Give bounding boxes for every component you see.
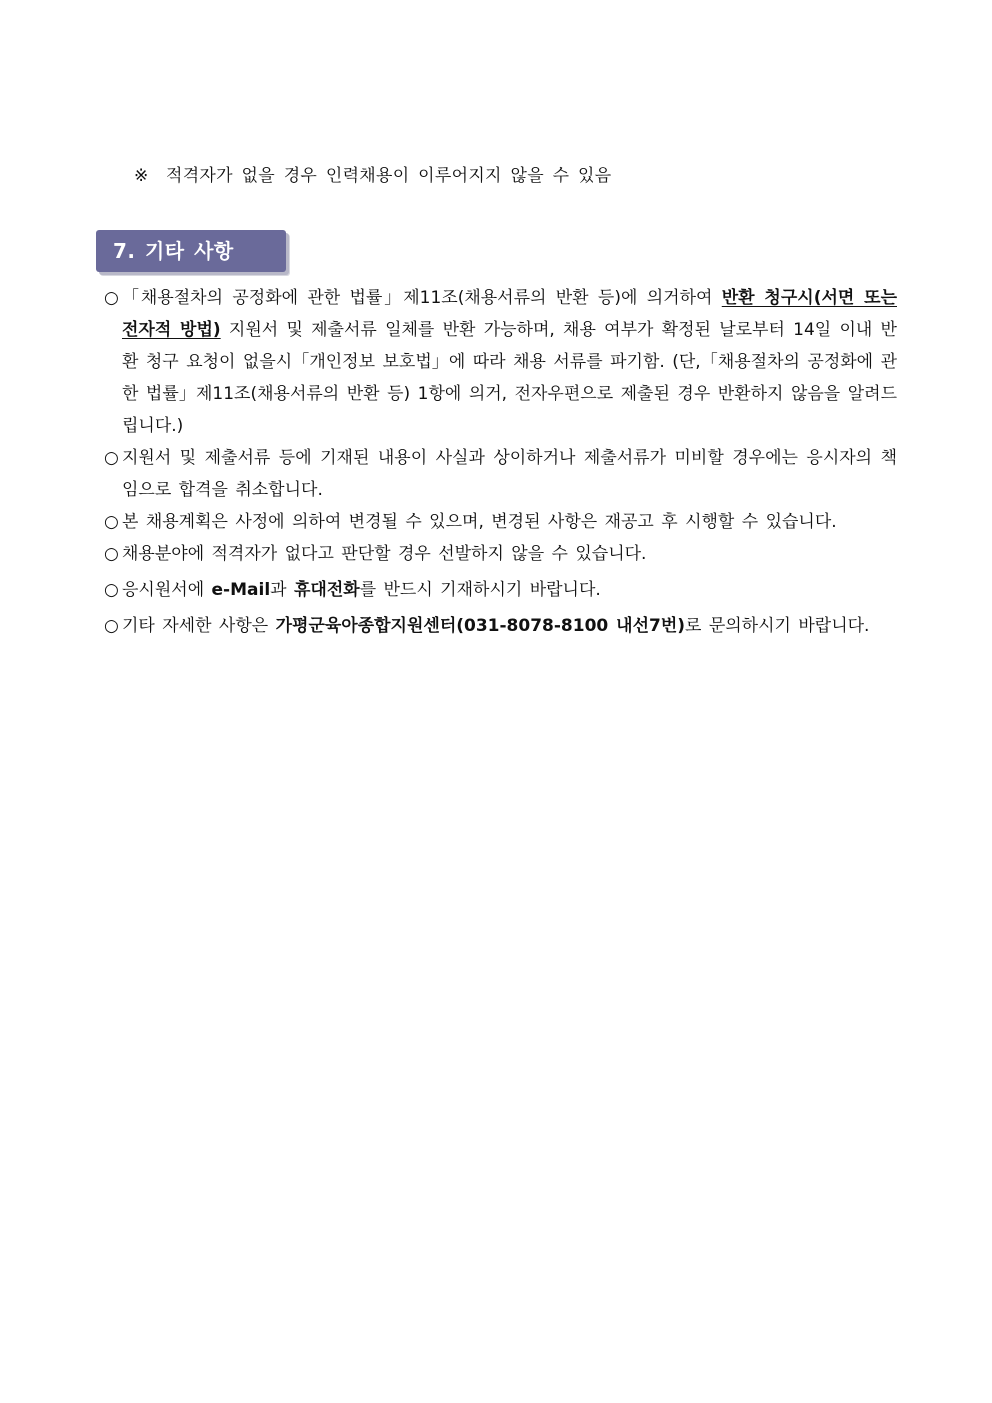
note-line [134,164,612,188]
list-item-plan-change [104,506,897,538]
item-emphasis: 가평군육아종합지원센터(031-8078-8100 내선7번) [275,616,686,636]
list-item-contact-info [104,574,897,606]
list-item-document-return [104,282,897,442]
circle-bullet: ○ [104,616,119,636]
notice-list [104,282,897,642]
circle-bullet: ○ [104,580,119,600]
item-text: 「채용절차의 공정화에 관한 법률」제11조(채용서류의 반환 등)에 의거하여 [122,288,722,308]
item-text: 지원서 및 제출서류 등에 기재된 내용이 사실과 상이하거나 제출서류가 미비할 경우에는 응시자의 책임으로 합격을 취소합니다. [122,448,897,500]
list-item-inquiry [104,610,897,642]
item-emphasis: 반환 청구시(서면 또는 전자적 방법) [122,288,897,340]
item-text: 채용분야에 적격자가 없다고 판단할 경우 선발하지 않을 수 있습니다. [122,544,647,564]
circle-bullet: ○ [104,448,119,468]
circle-bullet: ○ [104,512,119,532]
item-text: 지원서 및 제출서류 일체를 반환 가능하며, 채용 여부가 확정된 날로부터 14일 이내 반환 청구 요청이 없을시「개인정보 보호법」에 따라 채용 서류를 파기함. (단,「채용절차의 공정화에 관한 법률」제11조(채용서류의 반환 등) 1항에 의거, 전자우편으로 제출된 경우 반환하지 않음을 알려드립니다.) [122,320,897,436]
circle-bullet: ○ [104,544,119,564]
item-text: 로 문의하시기 바랍니다. [685,616,870,636]
item-text: 본 채용계획은 사정에 의하여 변경될 수 있으며, 변경된 사항은 재공고 후 시행할 수 있습니다. [122,512,837,532]
item-emphasis: e-Mail [211,580,271,600]
item-text: 응시원서에 [122,580,212,600]
item-text: 를 반드시 기재하시기 바랍니다. [359,580,601,600]
reference-mark: ※ [134,166,149,186]
section-title-text: 7. 기타 사항 [113,239,234,263]
item-emphasis: 휴대전화 [293,580,360,600]
item-text: 기타 자세한 사항은 [122,616,276,636]
section-title [96,230,286,272]
list-item-cancellation [104,442,897,506]
list-item-no-selection [104,538,897,570]
circle-bullet: ○ [104,288,119,308]
note-text: 적격자가 없을 경우 인력채용이 이루어지지 않을 수 있음 [165,166,612,186]
item-text: 과 [270,580,294,600]
